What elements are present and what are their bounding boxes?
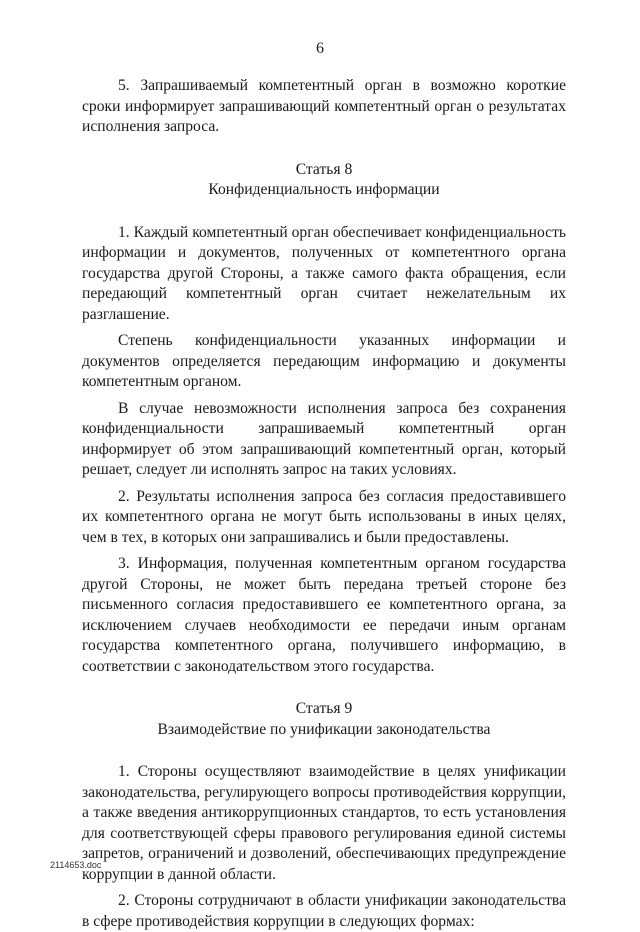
paragraph-confidentiality-1: 1. Каждый компетентный орган обеспечивает конфиденциальность информации и документов, полученных от компетентного органа государства другой Стороны, а также самого факта обращения, если передающий компетентный орган считает нежелательным их разглашение. xyxy=(82,223,566,323)
footer-document-filename: 2114653.doc xyxy=(50,860,102,870)
paragraph-confidentiality-degree: Степень конфиденциальности указанных информации и документов определяется передающим информацию и документы компетентным органом. xyxy=(82,332,566,390)
article-9-title: Взаимодействие по унификации законодательства xyxy=(157,720,491,738)
paragraph-confidentiality-3: 3. Информация, полученная компетентным органом государства другой Стороны, не может быть передана третьей стороне без письменного согласия предоставившего ее компетентного органа, за исключением случаев необходимости ее передачи иным органам государства компетентного органа, получившего информацию, в соответствии с законодательством этого государства. xyxy=(82,555,566,675)
article-8-title: Конфиденциальность информации xyxy=(208,181,440,198)
page-number: 6 xyxy=(316,40,324,57)
document-body xyxy=(82,76,566,932)
paragraph-confidentiality-2: 2. Результаты исполнения запроса без согласия предоставившего их компетентного органа не могут быть использованы в иных целях, чем в тех, в которых они запрашивались и были предоставлены. xyxy=(82,487,566,546)
article-8-number: Статья 8 xyxy=(295,160,353,178)
paragraph-unification-2: 2. Стороны сотрудничают в области унификации законодательства в сфере противодействия коррупции в следующих формах: xyxy=(82,892,566,930)
paragraph-request-results: 5. Запрашиваемый компетентный орган в возможно короткие сроки информирует запрашивающий компетентный орган о результатах исполнения запроса. xyxy=(82,77,566,135)
paragraph-confidentiality-impossibility: В случае невозможности исполнения запроса без сохранения конфиденциальности запрашиваемый компетентный орган информирует об этом запрашивающий компетентный орган, который решает, следует ли исполнять запрос на таких условиях. xyxy=(82,399,566,478)
paragraph-unification-1: 1. Стороны осуществляют взаимодействие в целях унификации законодательства, регулирующего вопросы противодействия коррупции, а также введения антикоррупционных стандартов, то есть установления для соответствующей сферы правового регулирования единой системы запретов, ограничений и дозволений, обеспечивающих предупреждение коррупции в данной области. xyxy=(82,763,566,883)
article-9-number: Статья 9 xyxy=(295,700,353,717)
